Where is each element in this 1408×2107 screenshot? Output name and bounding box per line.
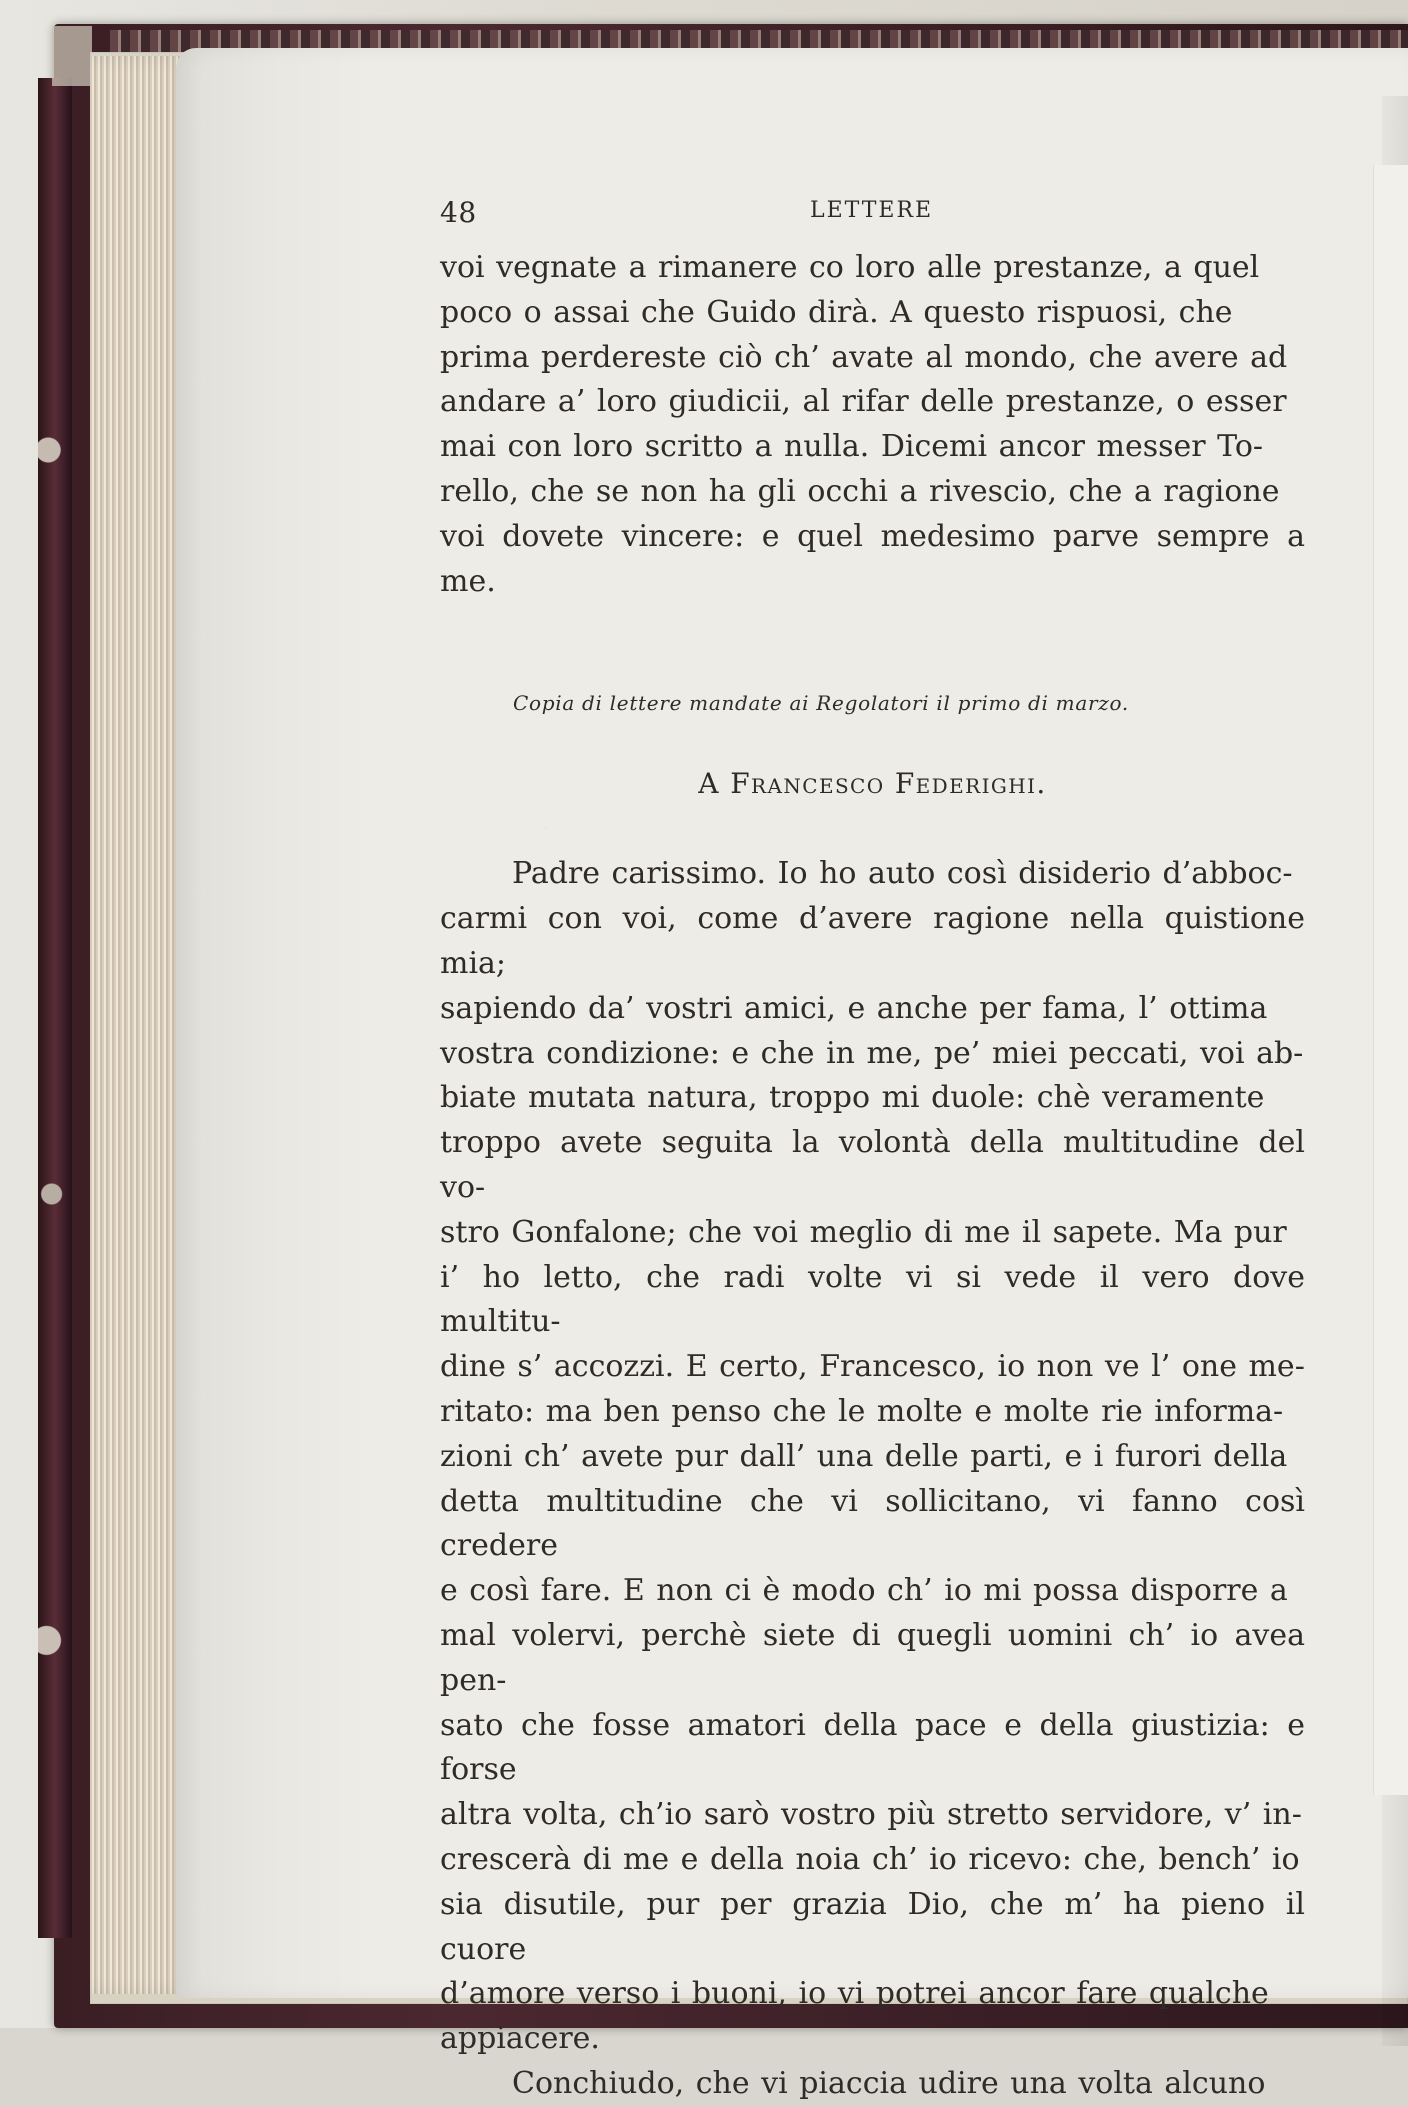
letter-line: i’ ho letto, che radi volte vi si vede il vero dove multitu- — [440, 1259, 1305, 1340]
letter-line: appiacere. — [440, 2021, 600, 2057]
letter-line: mal volervi, perchè siete di quegli uomini ch’ io avea pen- — [440, 1617, 1305, 1698]
addressee-heading — [440, 767, 1305, 800]
text-area — [440, 196, 1305, 2107]
addressee-name: Francesco Federighi. — [730, 767, 1047, 801]
letter-line: sia disutile, pur per grazia Dio, che m’ ha pieno il cuore — [440, 1886, 1305, 1967]
letter-body — [440, 852, 1305, 2106]
letter-line: biate mutata natura, troppo mi duole: chè veramente — [440, 1080, 1265, 1116]
letter-line: Padre carissimo. Io ho auto così disiderio d’abboc- — [512, 856, 1293, 892]
addressee-prefix: A — [698, 767, 720, 801]
continuation-line: voi vegnate a rimanere co loro alle prestanze, a quel — [440, 250, 1260, 285]
letter-line: Conchiudo, che vi piaccia udire una volta alcuno — [512, 2065, 1266, 2101]
letter-line: troppo avete seguita la volontà della multitudine del vo- — [440, 1125, 1305, 1205]
continuation-line: mai con loro scritto a nulla. Dicemi ancor messer To- — [440, 429, 1264, 465]
continuation-line: voi dovete vincere: e quel medesimo parve sempre a me. — [440, 518, 1305, 599]
copy-note: Copia di lettere mandate ai Regolatori il primo di marzo. — [513, 691, 1129, 716]
page-number: 48 — [440, 196, 477, 229]
letter-paragraph — [440, 2062, 1305, 2107]
continuation-line: rello, che se non ha gli occhi a rivescio, che a ragione — [440, 473, 1280, 509]
cover-spine-edge — [38, 78, 72, 1938]
letter-line: sapiendo da’ vostri amici, e anche per fama, l’ ottima — [440, 990, 1268, 1026]
letter-line: stro Gonfalone; che voi meglio di me il sapete. Ma pur — [440, 1214, 1287, 1250]
letter-line: detta multitudine che vi sollicitano, vi fanno così credere — [440, 1483, 1305, 1564]
letter-line: sato che fosse amatori della pace e della giustizia: e forse — [440, 1707, 1305, 1788]
letter-line: zioni ch’ avete pur dall’ una delle parti, e i furori della — [440, 1438, 1288, 1474]
cover-corner — [52, 26, 92, 86]
letter-line: carmi con voi, come d’avere ragione nella quistione mia; — [440, 901, 1305, 981]
letter-line: vostra condizione: e che in me, pe’ miei peccati, voi ab- — [440, 1035, 1304, 1071]
letter-line: dine s’ accozzi. E certo, Francesco, io non ve l’ one me- — [440, 1349, 1305, 1385]
letter-line: crescerà di me e della noia ch’ io ricevo: che, bench’ io — [440, 1841, 1300, 1877]
continuation-text — [440, 246, 1305, 604]
letter-paragraph — [440, 852, 1305, 2062]
page-edges — [90, 56, 190, 1994]
letter-line: e così fare. E non ci è modo ch’ io mi possa disporre a — [440, 1573, 1288, 1609]
continuation-line: poco o assai che Guido dirà. A questo rispuosi, che — [440, 294, 1233, 330]
continuation-line: andare a’ loro giudicii, al rifar delle prestanze, o esser — [440, 384, 1287, 420]
running-head: LETTERE — [810, 198, 934, 223]
letter-line: d’amore verso i buoni, io vi potrei ancor fare qualche — [440, 1976, 1269, 2012]
page-header — [440, 196, 1305, 238]
facing-page-edge — [1373, 165, 1408, 1795]
continuation-line: prima perdereste ciò ch’ avate al mondo, che avere ad — [440, 339, 1288, 375]
letter-line: altra volta, ch’io sarò vostro più stretto servidore, v’ in- — [440, 1797, 1302, 1833]
letter-line: ritato: ma ben penso che le molte e molte rie informa- — [440, 1393, 1284, 1429]
